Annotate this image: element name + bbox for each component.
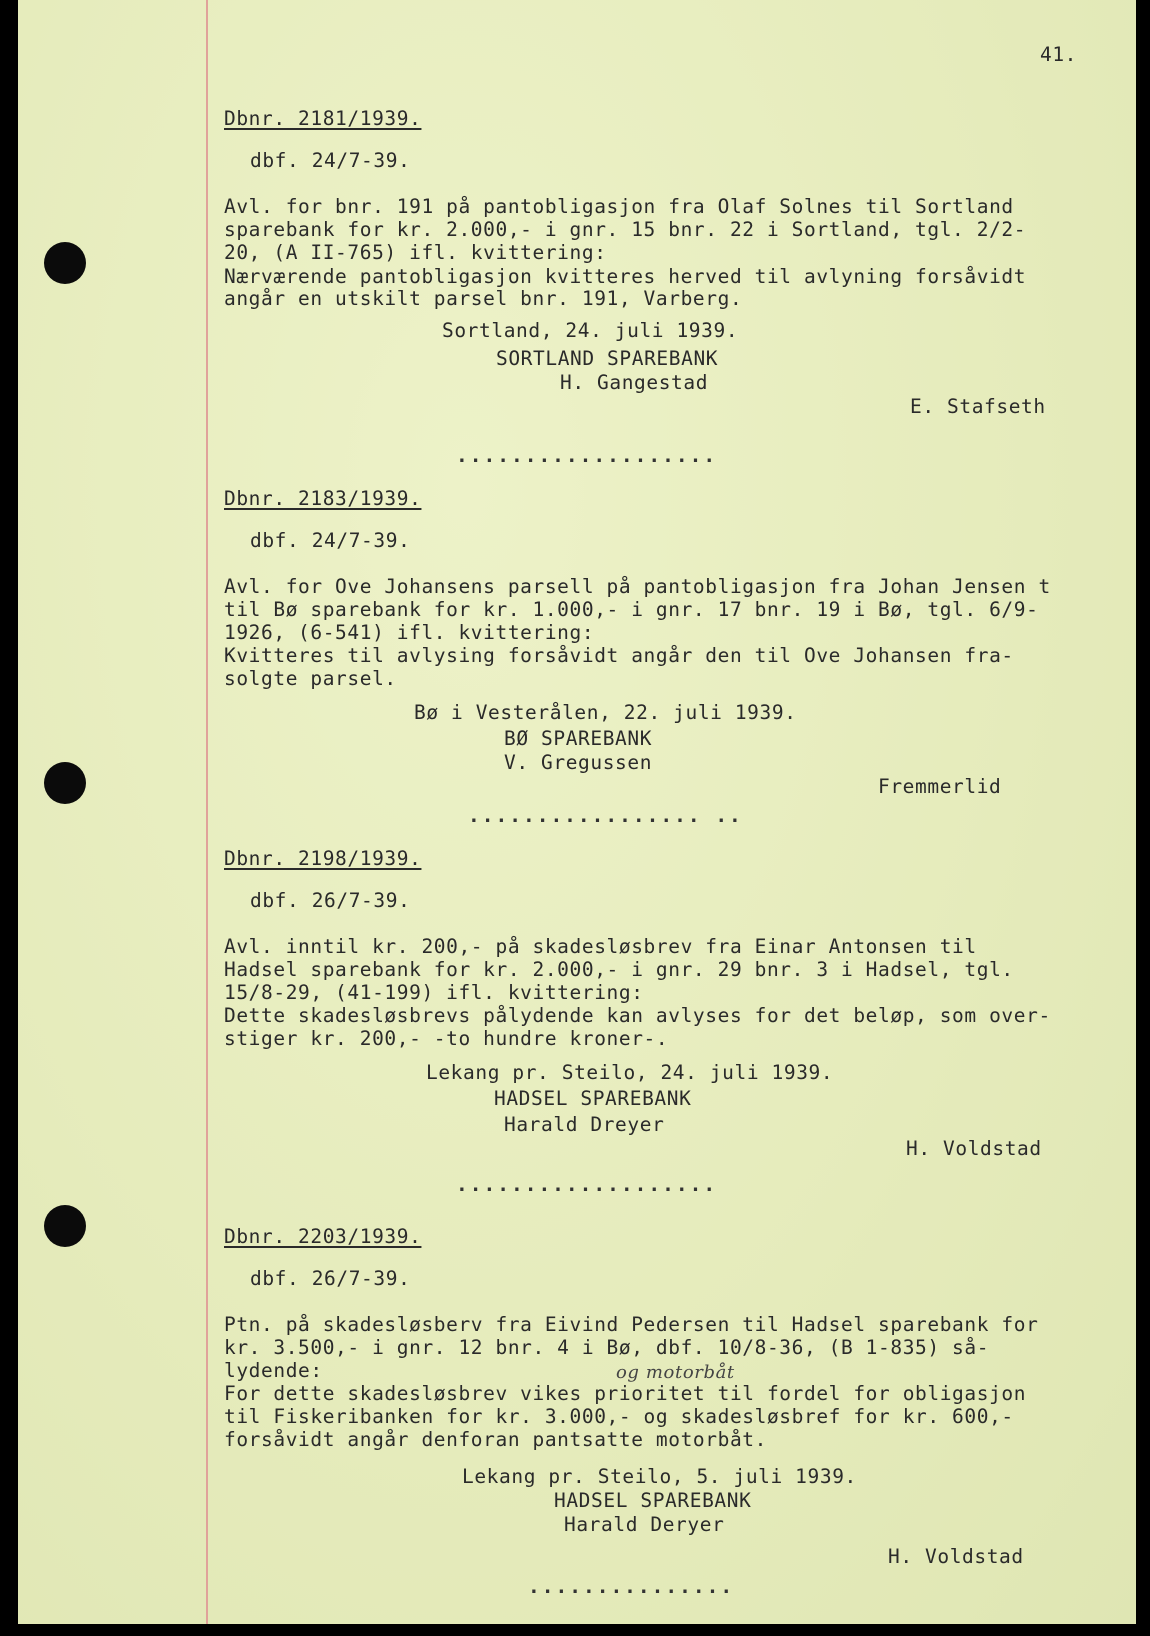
entry-right-signer: H. Voldstad <box>888 1545 1024 1568</box>
entry-body-line: For dette skadesløsbrev vikes prioritet til fordel for obligasjon <box>224 1382 1027 1405</box>
entry-signer: V. Gregussen <box>504 751 653 774</box>
entry-body-line: 20, (A II-765) ifl. kvittering: <box>224 241 607 264</box>
entry-body-line: Dette skadesløsbrevs pålydende kan avlyses for det beløp, som over- <box>224 1004 1051 1027</box>
entry-body-line: Avl. for Ove Johansens parsell på pantobligasjon fra Johan Jensen t <box>224 575 1051 598</box>
entry-bank: HADSEL SPAREBANK <box>494 1087 692 1110</box>
handwritten-insert: og motorbåt <box>616 1362 735 1383</box>
margin-line <box>206 0 208 1624</box>
page-number: 41. <box>1040 43 1078 66</box>
entry-date: dbf. 26/7-39. <box>250 1267 411 1290</box>
entry-heading: Dbnr. 2183/1939. <box>224 487 422 510</box>
entry-date: dbf. 24/7-39. <box>250 149 411 172</box>
entry-body-line: Hadsel sparebank for kr. 2.000,- i gnr. 29 bnr. 3 i Hadsel, tgl. <box>224 958 1014 981</box>
entry-signer: Harald Deryer <box>564 1513 725 1536</box>
binder-hole <box>44 762 86 804</box>
entry-place-date: Lekang pr. Steilo, 24. juli 1939. <box>426 1061 834 1084</box>
entry-body-line: til Fiskeribanken for kr. 3.000,- og skadesløsbref for kr. 600,- <box>224 1405 1014 1428</box>
entry-heading: Dbnr. 2198/1939. <box>224 847 422 870</box>
entry-date: dbf. 26/7-39. <box>250 889 411 912</box>
entry-place-date: Bø i Vesterålen, 22. juli 1939. <box>414 701 797 724</box>
entry-signer: Harald Dreyer <box>504 1113 665 1136</box>
entry-body-line: solgte parsel. <box>224 667 397 690</box>
entry-heading: Dbnr. 2181/1939. <box>224 107 422 130</box>
entry-bank: BØ SPAREBANK <box>504 727 653 750</box>
entry-body-line: Nærværende pantobligasjon kvitteres herved til avlyning forsåvidt <box>224 265 1027 288</box>
entry-right-signer: E. Stafseth <box>910 395 1046 418</box>
entry-body-line: Ptn. på skadesløsberv fra Eivind Pedersen til Hadsel sparebank for <box>224 1313 1039 1336</box>
entry-bank: SORTLAND SPAREBANK <box>496 347 719 370</box>
entry-separator: ................. .. <box>468 804 743 827</box>
binder-hole <box>44 242 86 284</box>
entry-bank: HADSEL SPAREBANK <box>554 1489 752 1512</box>
entry-body-line: Avl. for bnr. 191 på pantobligasjon fra Olaf Solnes til Sortland <box>224 195 1014 218</box>
entry-heading: Dbnr. 2203/1939. <box>224 1225 422 1248</box>
entry-separator: ............... <box>528 1575 735 1598</box>
entry-body-line: kr. 3.500,- i gnr. 12 bnr. 4 i Bø, dbf. 10/8-36, (B 1-835) så- <box>224 1336 990 1359</box>
entry-body-line: Kvitteres til avlysing forsåvidt angår den til Ove Johansen fra- <box>224 644 1014 667</box>
entry-right-signer: H. Voldstad <box>906 1137 1042 1160</box>
entry-body-line: Avl. inntil kr. 200,- på skadesløsbrev fra Einar Antonsen til <box>224 935 977 958</box>
entry-signer: H. Gangestad <box>560 371 709 394</box>
entry-body-line: til Bø sparebank for kr. 1.000,- i gnr. 17 bnr. 19 i Bø, tgl. 6/9- <box>224 598 1039 621</box>
entry-body-line: 1926, (6-541) ifl. kvittering: <box>224 621 595 644</box>
entry-place-date: Lekang pr. Steilo, 5. juli 1939. <box>462 1465 857 1488</box>
entry-body-line: forsåvidt angår denforan pantsatte motorbåt. <box>224 1428 767 1451</box>
entry-body-line: angår en utskilt parsel bnr. 191, Varberg. <box>224 287 743 310</box>
entry-body-line: sparebank for kr. 2.000,- i gnr. 15 bnr. 22 i Sortland, tgl. 2/2- <box>224 218 1027 241</box>
entry-right-signer: Fremmerlid <box>878 775 1002 798</box>
entry-body-line: lydende: <box>224 1359 323 1382</box>
entry-body-line: stiger kr. 200,- -to hundre kroner-. <box>224 1027 669 1050</box>
entry-separator: ................... <box>456 444 718 467</box>
ledger-page <box>18 0 1136 1624</box>
entry-date: dbf. 24/7-39. <box>250 529 411 552</box>
entry-body-line: 15/8-29, (41-199) ifl. kvittering: <box>224 981 644 1004</box>
entry-separator: ................... <box>456 1173 718 1196</box>
binder-hole <box>44 1205 86 1247</box>
entry-place-date: Sortland, 24. juli 1939. <box>442 319 739 342</box>
